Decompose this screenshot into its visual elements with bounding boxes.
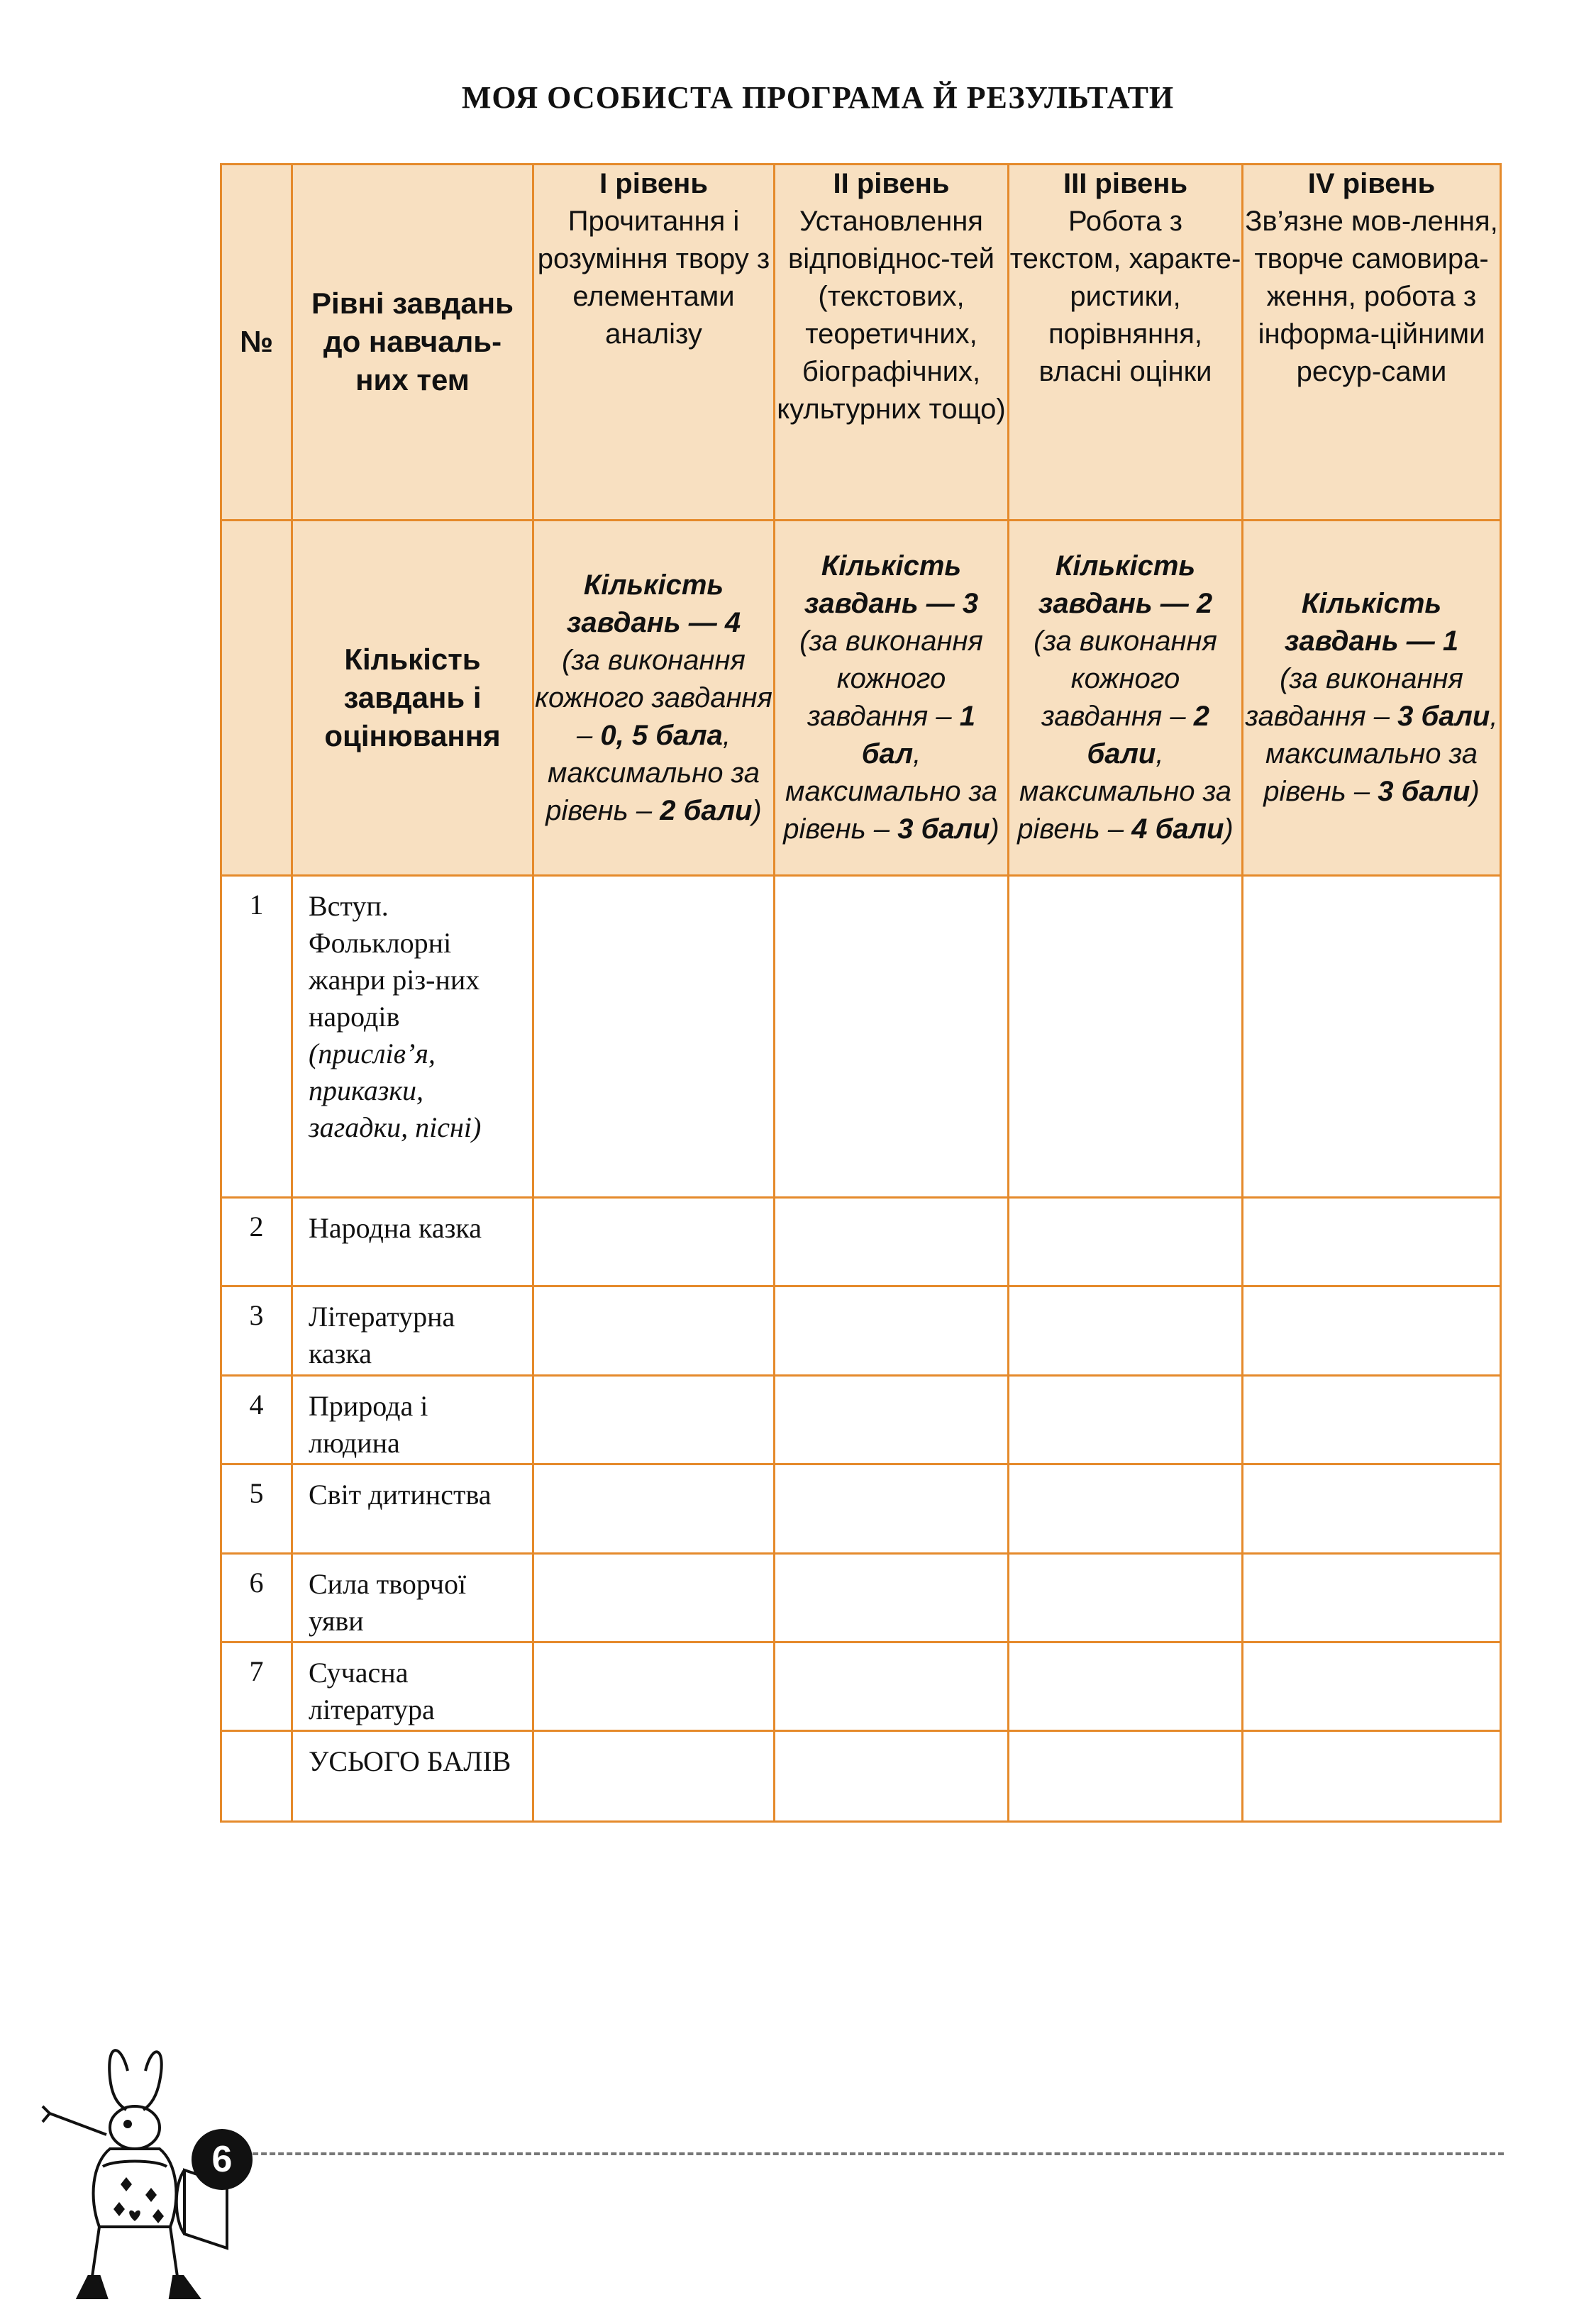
level-desc: Прочитання і розуміння твору з елементами аналізу [537,206,770,350]
score-cell[interactable] [533,1464,775,1553]
page-title: МОЯ ОСОБИСТА ПРОГРАМА Й РЕЗУЛЬТАТИ [461,80,1175,115]
level-desc: Установлення відповіднос-тей (текстових, теоретичних, біографічних, культурних тощо) [777,206,1006,425]
score-cell[interactable] [1009,1197,1243,1286]
table-row [221,1642,1501,1731]
row-num: 4 [221,1375,292,1464]
score-post: ) [1470,776,1480,808]
header-level-3 [1009,165,1243,521]
score-cell[interactable] [1009,1642,1243,1731]
total-cell[interactable] [775,1731,1009,1822]
level-name: II рівень [833,168,950,199]
score-cell[interactable] [775,1197,1009,1286]
score-cell[interactable] [533,1286,775,1375]
table-row [221,1464,1501,1553]
score-cell[interactable] [1243,1642,1501,1731]
count-row-label: Кількість завдань і оцінювання [292,520,533,876]
total-row-num [221,1731,292,1822]
level-desc: Зв’язне мов-лення, творче самовира-ження, робота з інформа-ційними ресур-сами [1245,206,1498,387]
row-topic [292,876,533,1198]
footer-divider [227,2152,1504,2155]
score-mid: , максимально за рівень – [1017,738,1231,845]
table-row [221,1286,1501,1375]
score-each: 2 бали [1087,701,1209,770]
score-max: 3 бали [1378,776,1470,808]
page-number: 6 [192,2129,253,2190]
row-topic: Сучасна література [292,1642,533,1731]
score-cell[interactable] [1243,876,1501,1198]
header-num: № [221,165,292,521]
count-cell-4 [1243,520,1501,876]
score-cell[interactable] [775,876,1009,1198]
task-count: Кількість завдань — 1 [1284,588,1459,657]
row-num: 1 [221,876,292,1198]
header-level-2 [775,165,1009,521]
level-name: IV рівень [1307,168,1436,199]
row-topic: Літературна казка [292,1286,533,1375]
level-name: I рівень [599,168,708,199]
score-max: 3 бали [897,813,990,845]
score-cell[interactable] [1009,1553,1243,1642]
count-row-num [221,520,292,876]
program-results-table [220,163,1502,1823]
score-post: ) [1224,813,1234,845]
row-num: 7 [221,1642,292,1731]
task-count: Кількість завдань — 3 [804,550,979,620]
count-cell-2 [775,520,1009,876]
table-row [221,1375,1501,1464]
topic-title: Вступ. Фольклорні жанри різ-них народів [309,890,480,1033]
row-topic: Природа і людина [292,1375,533,1464]
topic-subtitle: (прислів’я, приказки, загадки, пісні) [309,1038,482,1144]
score-mid: , максимально за рівень – [783,738,997,845]
score-cell[interactable] [1009,1375,1243,1464]
task-count: Кількість завдань — 4 [566,569,741,638]
score-cell[interactable] [533,876,775,1198]
score-mid: , максимально за рівень – [1263,701,1498,808]
header-level-1 [533,165,775,521]
row-num: 6 [221,1553,292,1642]
score-cell[interactable] [533,1375,775,1464]
score-cell[interactable] [1243,1553,1501,1642]
total-cell[interactable] [533,1731,775,1822]
row-num: 3 [221,1286,292,1375]
score-cell[interactable] [775,1375,1009,1464]
table-row [221,1553,1501,1642]
total-cell[interactable] [1243,1731,1501,1822]
score-max: 2 бали [660,794,753,826]
row-topic: Народна казка [292,1197,533,1286]
level-desc: Робота з текстом, характе-ристики, порівняння, власні оцінки [1009,206,1241,387]
score-pre: (за виконання кожного завдання – [799,626,983,733]
score-cell[interactable] [1243,1464,1501,1553]
level-name: III рівень [1063,168,1188,199]
score-cell[interactable] [1243,1375,1501,1464]
score-cell[interactable] [533,1553,775,1642]
score-pre: (за виконання кожного завдання – [1034,626,1217,733]
task-count: Кількість завдань — 2 [1038,550,1213,620]
count-row [221,520,1501,876]
score-pre: (за виконання завдання – [1245,663,1463,733]
header-levels-label: Рівні завдань до навчаль-них тем [292,165,533,521]
score-cell[interactable] [775,1464,1009,1553]
score-cell[interactable] [775,1642,1009,1731]
score-cell[interactable] [775,1286,1009,1375]
score-post: ) [990,813,999,845]
row-num: 5 [221,1464,292,1553]
count-cell-3 [1009,520,1243,876]
table-row [221,876,1501,1198]
score-cell[interactable] [1243,1197,1501,1286]
score-cell[interactable] [533,1197,775,1286]
total-cell[interactable] [1009,1731,1243,1822]
score-each: 3 бали [1397,701,1490,733]
score-cell[interactable] [533,1642,775,1731]
total-label: УСЬОГО БАЛІВ [292,1731,533,1822]
score-cell[interactable] [775,1553,1009,1642]
total-row [221,1731,1501,1822]
score-cell[interactable] [1009,1464,1243,1553]
score-mid: , максимально за рівень – [545,719,760,826]
table-header-row [221,165,1501,521]
score-cell[interactable] [1009,876,1243,1198]
count-cell-1 [533,520,775,876]
header-level-4 [1243,165,1501,521]
score-each: 0, 5 бала [600,719,723,751]
table-row [221,1197,1501,1286]
score-pre: (за виконання кожного завдання – [535,644,772,751]
row-num: 2 [221,1197,292,1286]
row-topic: Світ дитинства [292,1464,533,1553]
score-post: ) [752,794,762,826]
row-topic: Сила творчої уяви [292,1553,533,1642]
score-cell[interactable] [1009,1286,1243,1375]
score-max: 4 бали [1131,813,1224,845]
score-each: 1 бал [861,701,975,770]
score-cell[interactable] [1243,1286,1501,1375]
